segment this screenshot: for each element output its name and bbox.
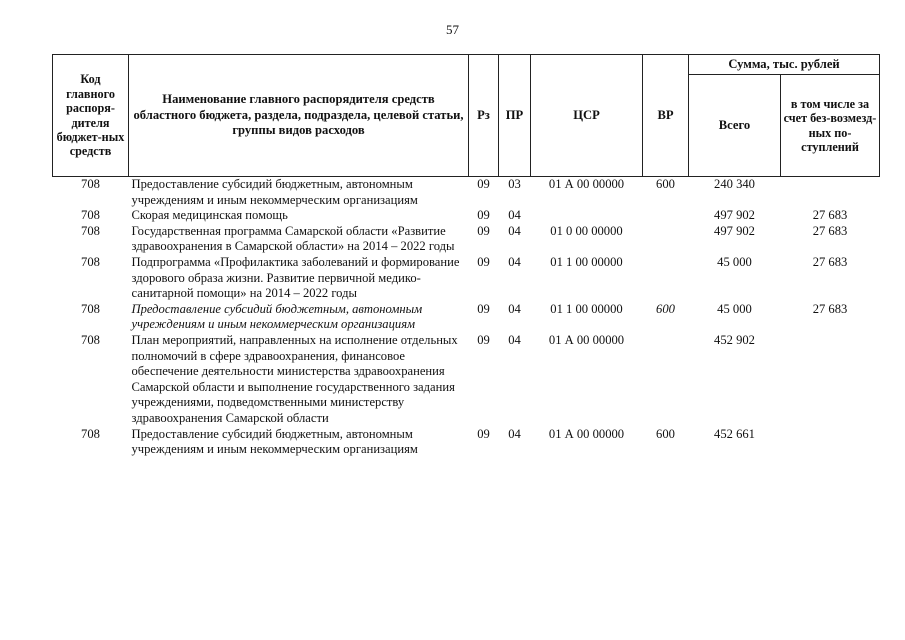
cell-rz: 09	[477, 332, 490, 347]
cell-kod: 708	[81, 426, 100, 441]
cell-kod: 708	[81, 254, 100, 269]
cell-part	[781, 333, 880, 427]
cell-pr: 04	[508, 223, 521, 238]
cell-pr: 04	[508, 254, 521, 269]
cell-rz: 09	[477, 177, 490, 191]
header-vr: ВР	[643, 55, 689, 177]
cell-csr: 01 А 00 00000	[548, 332, 625, 347]
cell-pr: 04	[508, 332, 521, 347]
cell-name: Скорая медицинская помощь	[131, 208, 288, 223]
header-csr: ЦСР	[531, 55, 643, 177]
cell-total: 452 661	[714, 426, 755, 441]
header-kod: Код главного распоря-дителя бюджет-ных средств	[53, 55, 129, 177]
cell-vr	[643, 208, 689, 224]
cell-pr: 04	[508, 208, 521, 223]
cell-total: 497 902	[714, 223, 755, 238]
table-row	[53, 177, 880, 209]
cell-part: 27 683	[812, 223, 848, 238]
header-total: Всего	[689, 75, 781, 177]
cell-rz: 09	[477, 254, 490, 269]
cell-kod: 708	[81, 208, 100, 223]
cell-name: Предоставление субсидий бюджетным, автономным учреждениям и иным некоммерческим организациям	[131, 301, 423, 332]
cell-name: План мероприятий, направленных на исполнение отдельных полномочий в сфере здравоохранения, финансовое обеспечение деятельности министерства здравоохранения Самарской области и выполнение государственного задания учреждениями, подведомственными министерству здравоохранения Самарской области	[131, 332, 458, 425]
header-sum: Сумма, тыс. рублей	[689, 55, 880, 75]
cell-pr: 04	[508, 301, 521, 316]
header-rz: Рз	[469, 55, 499, 177]
cell-total: 240 340	[714, 177, 755, 191]
table-row	[53, 208, 880, 224]
cell-total: 497 902	[714, 208, 755, 223]
cell-vr: 600	[656, 301, 675, 316]
cell-total: 45 000	[717, 301, 752, 316]
cell-rz: 09	[477, 426, 490, 441]
cell-total: 452 902	[714, 332, 755, 347]
header-name: Наименование главного распорядителя средств областного бюджета, раздела, подраздела, целевой статьи, группы видов расходов	[129, 55, 469, 177]
cell-csr: 01 А 00 00000	[548, 177, 625, 191]
cell-part: 27 683	[812, 301, 848, 316]
table-row	[53, 333, 880, 427]
table-row	[53, 427, 880, 458]
cell-name: Государственная программа Самарской области «Развитие здравоохранения в Самарской области» на 2014 – 2022 годы	[131, 223, 455, 254]
page-number: 57	[446, 22, 459, 37]
cell-rz: 09	[477, 301, 490, 316]
cell-vr	[643, 224, 689, 255]
cell-vr: 600	[656, 177, 675, 191]
cell-part: 27 683	[812, 254, 848, 269]
cell-rz: 09	[477, 208, 490, 223]
cell-csr: 01 1 00 00000	[550, 301, 623, 316]
cell-csr: 01 А 00 00000	[548, 426, 625, 441]
cell-vr	[643, 333, 689, 427]
budget-table	[52, 54, 880, 458]
cell-kod: 708	[81, 223, 100, 238]
cell-rz: 09	[477, 223, 490, 238]
cell-name: Предоставление субсидий бюджетным, автономным учреждениям и иным некоммерческим организациям	[131, 177, 418, 207]
table-row	[53, 302, 880, 333]
header-pr: ПР	[499, 55, 531, 177]
table-row	[53, 224, 880, 255]
cell-pr: 04	[508, 426, 521, 441]
cell-kod: 708	[81, 332, 100, 347]
cell-vr	[643, 255, 689, 302]
cell-vr: 600	[656, 426, 675, 441]
header-part: в том числе за счет без-возмезд-ных по-ступлений	[781, 75, 880, 177]
cell-kod: 708	[81, 301, 100, 316]
table-row	[53, 255, 880, 302]
cell-total: 45 000	[717, 254, 752, 269]
table-header	[53, 55, 880, 177]
cell-part	[781, 177, 880, 209]
cell-name: Предоставление субсидий бюджетным, автономным учреждениям и иным некоммерческим организациям	[131, 426, 418, 457]
cell-part	[781, 427, 880, 458]
table-body	[53, 177, 880, 458]
cell-csr: 01 0 00 00000	[550, 223, 623, 238]
cell-pr: 03	[508, 177, 521, 191]
cell-part: 27 683	[812, 208, 848, 223]
cell-csr	[531, 208, 643, 224]
cell-name: Подпрограмма «Профилактика заболеваний и формирование здорового образа жизни. Развитие первичной медико-санитарной помощи» на 2014 – 2022 годы	[131, 254, 460, 301]
cell-kod: 708	[81, 177, 100, 191]
cell-csr: 01 1 00 00000	[550, 254, 623, 269]
